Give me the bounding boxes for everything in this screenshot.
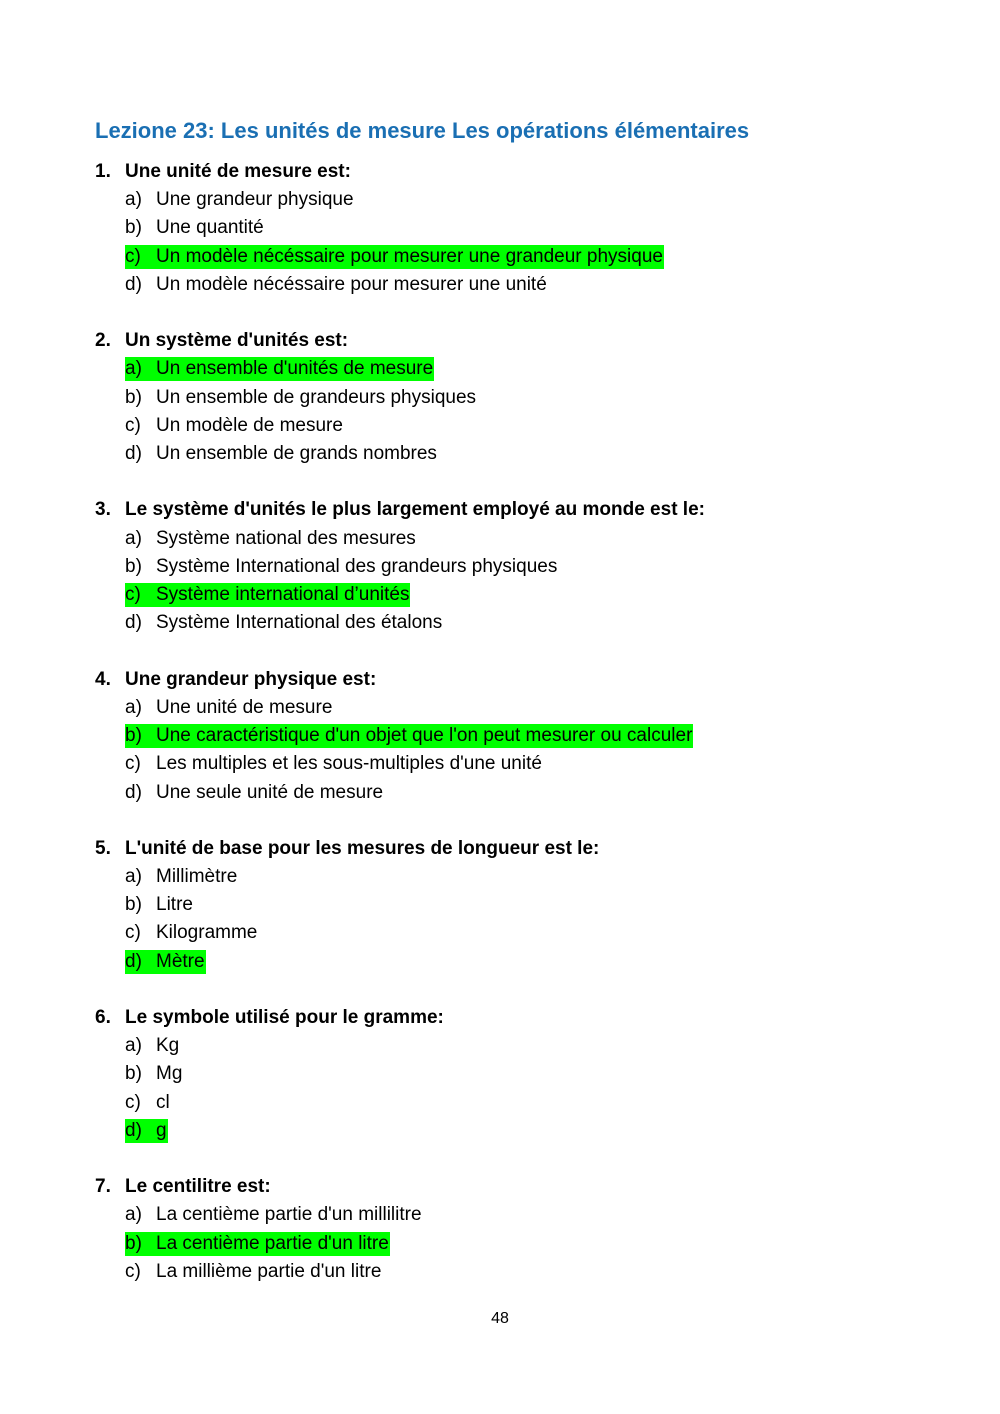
question-number: 3. — [95, 499, 111, 521]
option-text: La centième partie d'un millilitre — [156, 1204, 422, 1226]
correct-answer-highlight — [125, 724, 693, 748]
answer-option — [125, 1089, 955, 1117]
answer-option — [125, 553, 955, 581]
question-2 — [95, 327, 955, 468]
answer-option-content — [125, 442, 438, 466]
option-letter: c) — [125, 753, 141, 775]
option-letter: a) — [125, 865, 142, 887]
option-letter: b) — [125, 386, 142, 408]
option-letter: d) — [125, 443, 142, 465]
option-letter: a) — [125, 358, 142, 380]
answer-option — [125, 383, 955, 411]
option-text: Mg — [156, 1063, 183, 1085]
question-3 — [95, 496, 955, 637]
correct-answer-highlight — [125, 950, 206, 974]
question-number: 4. — [95, 668, 111, 690]
option-letter: d) — [125, 950, 142, 972]
option-text: Une caractéristique d'un objet que l'on peut mesurer ou calculer — [156, 725, 693, 746]
option-text: cl — [156, 1091, 170, 1113]
option-text: Une unité de mesure — [156, 696, 333, 718]
answer-option — [125, 440, 955, 468]
question-number: 5. — [95, 837, 111, 859]
question-text: Un système d'unités est: — [125, 330, 349, 352]
answer-option — [125, 214, 955, 242]
answer-option — [125, 694, 955, 722]
question-heading — [95, 1173, 955, 1201]
question-text: Une unité de mesure est: — [125, 161, 351, 182]
answer-option-content — [125, 1260, 382, 1284]
question-7 — [95, 1173, 955, 1286]
answer-option — [125, 1032, 955, 1060]
answer-option-content — [125, 216, 265, 240]
answer-option-content — [125, 781, 384, 805]
question-number: 2. — [95, 330, 111, 352]
question-text: Le centilitre est: — [125, 1176, 271, 1198]
answer-option-content — [125, 188, 355, 212]
answer-option-correct — [125, 243, 955, 271]
answer-option — [125, 919, 955, 947]
question-heading — [95, 158, 955, 186]
answer-option-correct — [125, 722, 955, 750]
option-letter: c) — [125, 1091, 141, 1113]
option-text: Un modèle nécéssaire pour mesurer une unité — [156, 274, 547, 296]
option-text: Système International des grandeurs physiques — [156, 555, 558, 577]
question-heading — [95, 496, 955, 524]
correct-answer-highlight — [125, 583, 410, 607]
option-letter: d) — [125, 781, 142, 803]
answer-option-content — [125, 1034, 180, 1058]
correct-answer-highlight — [125, 245, 664, 269]
answer-option-content — [125, 386, 477, 410]
question-list — [95, 158, 955, 1314]
option-letter: b) — [125, 894, 142, 916]
question-text: L'unité de base pour les mesures de longueur est le: — [125, 837, 600, 859]
answer-option — [125, 778, 955, 806]
answer-option-correct — [125, 355, 955, 383]
option-letter: c) — [125, 1260, 141, 1282]
option-text: Une quantité — [156, 217, 264, 239]
option-text: Les multiples et les sous-multiples d'une unité — [156, 753, 542, 775]
answer-option-content — [125, 921, 258, 945]
question-4 — [95, 666, 955, 807]
answer-option-correct — [125, 948, 955, 976]
option-text: Système national des mesures — [156, 527, 416, 549]
answer-option-content — [125, 273, 548, 297]
answer-option-correct — [125, 581, 955, 609]
option-letter: c) — [125, 245, 141, 267]
answer-option-correct — [125, 1229, 955, 1257]
answer-option-content — [125, 752, 543, 776]
answer-option-content — [125, 414, 344, 438]
option-text: Un ensemble d'unités de mesure — [156, 358, 434, 380]
option-text: Une grandeur physique — [156, 189, 354, 211]
question-5 — [95, 835, 955, 976]
answer-option-content — [125, 1203, 423, 1227]
correct-answer-highlight — [125, 357, 434, 381]
option-text: Système International des étalons — [156, 612, 443, 634]
option-letter: a) — [125, 527, 142, 549]
question-heading — [95, 327, 955, 355]
option-letter: a) — [125, 696, 142, 718]
answer-option — [125, 412, 955, 440]
answer-option-content — [125, 555, 558, 579]
question-text: Le système d'unités le plus largement employé au monde est le: — [125, 499, 705, 521]
question-6 — [95, 1004, 955, 1145]
answer-option-correct — [125, 1117, 955, 1145]
answer-option — [125, 271, 955, 299]
answer-option — [125, 750, 955, 778]
option-text: Kilogramme — [156, 922, 258, 944]
option-text: La millième partie d'un litre — [156, 1260, 382, 1282]
question-heading — [95, 666, 955, 694]
answer-option-content — [125, 527, 417, 551]
option-letter: d) — [125, 1119, 142, 1141]
correct-answer-highlight — [125, 1232, 390, 1256]
option-text: Un modèle nécéssaire pour mesurer une grandeur physique — [156, 245, 663, 267]
question-number: 6. — [95, 1006, 111, 1028]
answer-option — [125, 524, 955, 552]
answer-option-content — [125, 865, 238, 889]
page-number: 48 — [491, 1310, 509, 1327]
answer-option-content — [125, 1062, 183, 1086]
option-letter: d) — [125, 612, 142, 634]
answer-option-content — [125, 893, 194, 917]
option-text: Mètre — [156, 950, 205, 972]
option-letter: c) — [125, 922, 141, 944]
answer-option — [125, 1258, 955, 1286]
question-1 — [95, 158, 955, 299]
option-text: Système international d’unités — [156, 584, 410, 606]
option-letter: a) — [125, 189, 142, 211]
option-letter: d) — [125, 274, 142, 296]
answer-option — [125, 186, 955, 214]
answer-option — [125, 1201, 955, 1229]
answer-option — [125, 863, 955, 891]
option-text: Un ensemble de grands nombres — [156, 443, 437, 465]
option-text: Litre — [156, 894, 193, 916]
question-number: 7. — [95, 1176, 111, 1198]
option-letter: b) — [125, 217, 142, 239]
option-letter: a) — [125, 1035, 142, 1057]
option-text: Une seule unité de mesure — [156, 781, 384, 803]
page-title: Lezione 23: Les unités de mesure Les opérations élémentaires — [95, 118, 750, 143]
option-text: Un ensemble de grandeurs physiques — [156, 386, 477, 408]
question-number: 1. — [95, 161, 111, 182]
question-heading — [95, 1004, 955, 1032]
option-letter: c) — [125, 414, 141, 436]
answer-option-content — [125, 696, 333, 720]
option-text: Un modèle de mesure — [156, 414, 343, 436]
option-text: Millimètre — [156, 865, 238, 887]
correct-answer-highlight — [125, 1119, 168, 1143]
option-letter: b) — [125, 1232, 142, 1254]
option-text: g — [156, 1119, 167, 1141]
question-heading — [95, 835, 955, 863]
option-letter: b) — [125, 1063, 142, 1085]
answer-option — [125, 609, 955, 637]
option-letter: b) — [125, 725, 142, 746]
answer-option — [125, 891, 955, 919]
option-text: La centième partie d'un litre — [156, 1232, 389, 1254]
option-text: Kg — [156, 1035, 180, 1057]
question-text: Le symbole utilisé pour le gramme: — [125, 1006, 444, 1028]
option-letter: b) — [125, 555, 142, 577]
answer-option — [125, 1060, 955, 1088]
question-text: Une grandeur physique est: — [125, 668, 377, 690]
option-letter: a) — [125, 1204, 142, 1226]
answer-option-content — [125, 611, 443, 635]
option-letter: c) — [125, 584, 141, 606]
answer-option-content — [125, 1091, 171, 1115]
